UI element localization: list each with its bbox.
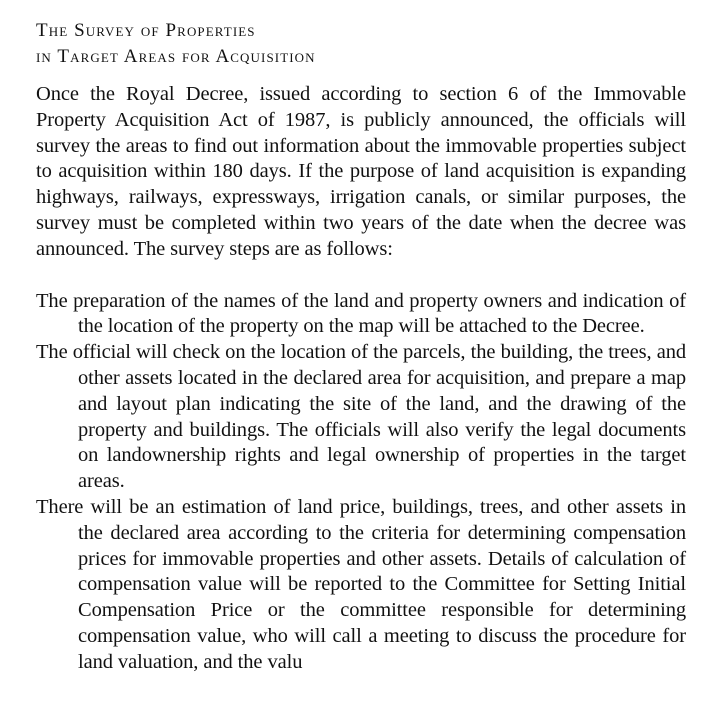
document-page — [36, 18, 686, 676]
survey-step-1: The preparation of the names of the land and property owners and indication of the location of the property on the map will be attached to the Decree. — [36, 289, 686, 338]
survey-steps-list — [36, 289, 686, 676]
section-title-line-2: in Target Areas for Acquisition — [36, 46, 316, 67]
section-title-line-1: The Survey of Properties — [36, 20, 256, 41]
intro-paragraph: Once the Royal Decree, issued according to section 6 of the Immovable Property Acquisition Act of 1987, is publicly announced, the officials will survey the areas to find out information about the immovable properties subject to acquisition within 180 days. If the purpose of land acquisition is expanding highways, railways, expressways, irrigation canals, or similar purposes, the survey must be completed within two years of the date when the decree was announced. The survey steps are as follows: — [36, 83, 686, 260]
survey-step-3: There will be an estimation of land price, buildings, trees, and other assets in the declared area according to the criteria for determining compensation prices for immovable properties and other assets. Details of calculation of compensation value will be reported to the Committee for Setting Initial Compensation Price or the committee responsible for determining compensation value, who will call a meeting to discuss the procedure for land valuation, and the valu — [36, 495, 686, 673]
survey-step-2: The official will check on the location of the parcels, the building, the trees, and other assets located in the declared area for acquisition, and prepare a map and layout plan indicating the site of the land, and the drawing of the property and buildings. The officials will also verify the legal documents on landownership rights and legal ownership of properties in the target areas. — [36, 341, 686, 493]
section-title — [36, 18, 686, 70]
